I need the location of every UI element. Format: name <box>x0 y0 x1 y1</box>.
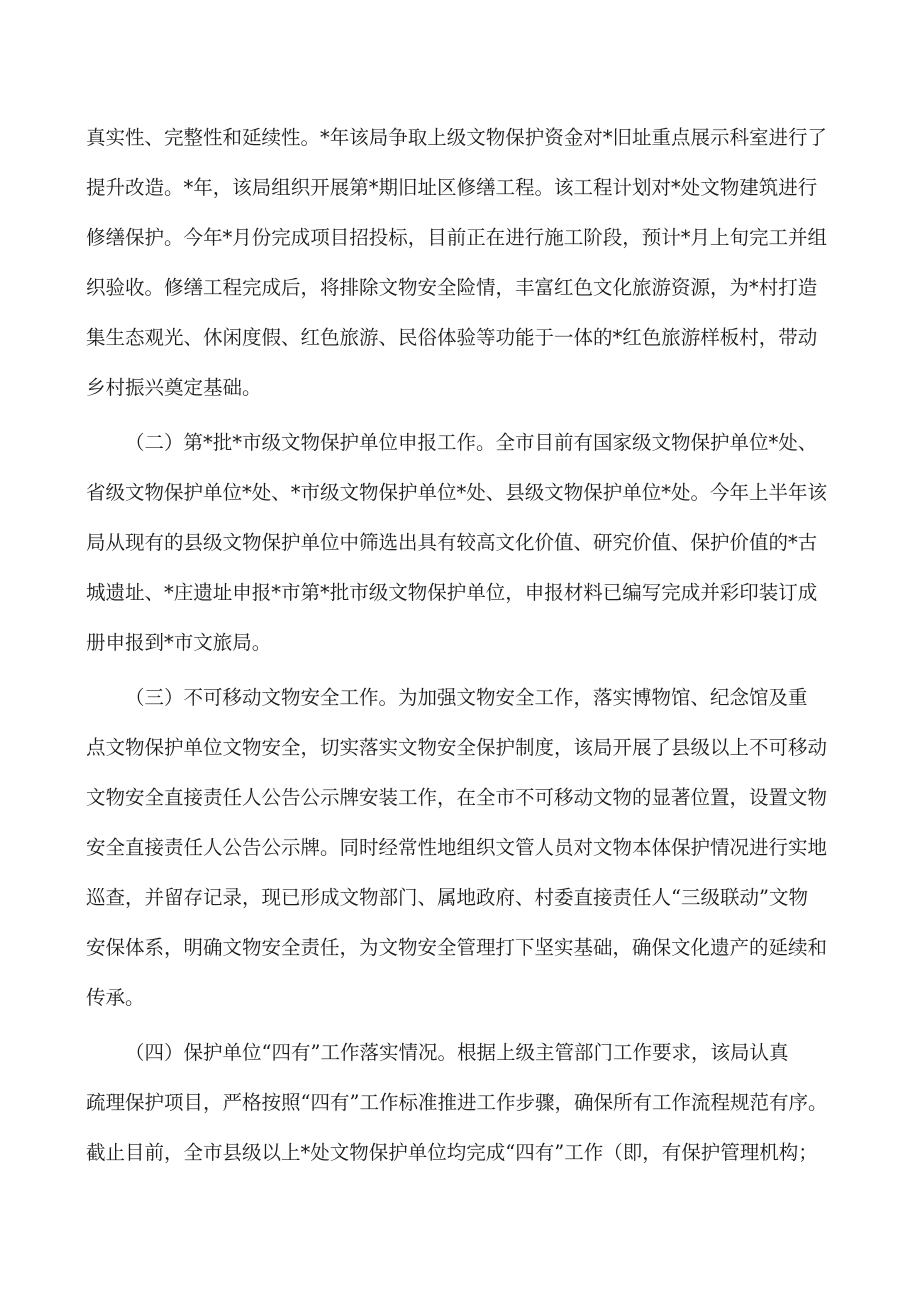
text-line: 安全直接责任人公告公示牌。同时经常性地组织文管人员对文物本体保护情况进行实地 <box>86 836 828 859</box>
text-line: 巡查，并留存记录，现已形成文物部门、属地政府、村委直接责任人“三级联动”文物 <box>86 886 808 909</box>
text-line: 织验收。修缮工程完成后，将排除文物安全险情，丰富红色文化旅游资源，为*村打造 <box>86 276 818 299</box>
text-line: 真实性、完整性和延续性。*年该局争取上级文物保护资金对*旧址重点展示科室进行了 <box>86 126 828 149</box>
text-line: 局从现有的县级文物保护单位中筛选出具有较高文化价值、研究价值、保护价值的*古 <box>86 531 818 554</box>
text-line: 提升改造。*年，该局组织开展第*期旧址区修缮工程。该工程计划对*处文物建筑进行 <box>86 176 818 199</box>
text-line: 文物安全直接责任人公告公示牌安装工作，在全市不可移动文物的显著位置，设置文物 <box>86 786 828 809</box>
paragraph-heading-line: （四）保护单位“四有”工作落实情况。根据上级主管部门工作要求，该局认真 <box>125 1041 789 1064</box>
text-line: 截止目前，全市县级以上*处文物保护单位均完成“四有”工作（即，有保护管理机构； <box>86 1141 818 1164</box>
text-line: 省级文物保护单位*处、*市级文物保护单位*处、县级文物保护单位*处。今年上半年该 <box>86 481 828 504</box>
text-line: 集生态观光、休闲度假、红色旅游、民俗体验等功能于一体的*红色旅游样板村，带动 <box>86 326 818 349</box>
text-line: 乡村振兴奠定基础。 <box>86 376 262 399</box>
text-line: 疏理保护项目，严格按照“四有”工作标准推进工作步骤，确保所有工作流程规范有序。 <box>86 1091 828 1114</box>
text-line: 安保体系，明确文物安全责任，为文物安全管理打下坚实基础，确保文化遗产的延续和 <box>86 936 828 959</box>
text-line: 点文物保护单位文物安全，切实落实文物安全保护制度，该局开展了县级以上不可移动 <box>86 736 828 759</box>
text-line: 传承。 <box>86 986 145 1009</box>
paragraph-heading-line: （三）不可移动文物安全工作。为加强文物安全工作，落实博物馆、纪念馆及重 <box>125 686 808 709</box>
text-line: 修缮保护。今年*月份完成项目招投标，目前正在进行施工阶段，预计*月上旬完工并组 <box>86 226 828 249</box>
text-line: 册申报到*市文旅局。 <box>86 631 272 654</box>
paragraph-heading-line: （二）第*批*市级文物保护单位申报工作。全市目前有国家级文物保护单位*处、 <box>125 431 818 454</box>
text-line: 城遗址、*庄遗址申报*市第*批市级文物保护单位，申报材料已编写完成并彩印装订成 <box>86 581 818 604</box>
